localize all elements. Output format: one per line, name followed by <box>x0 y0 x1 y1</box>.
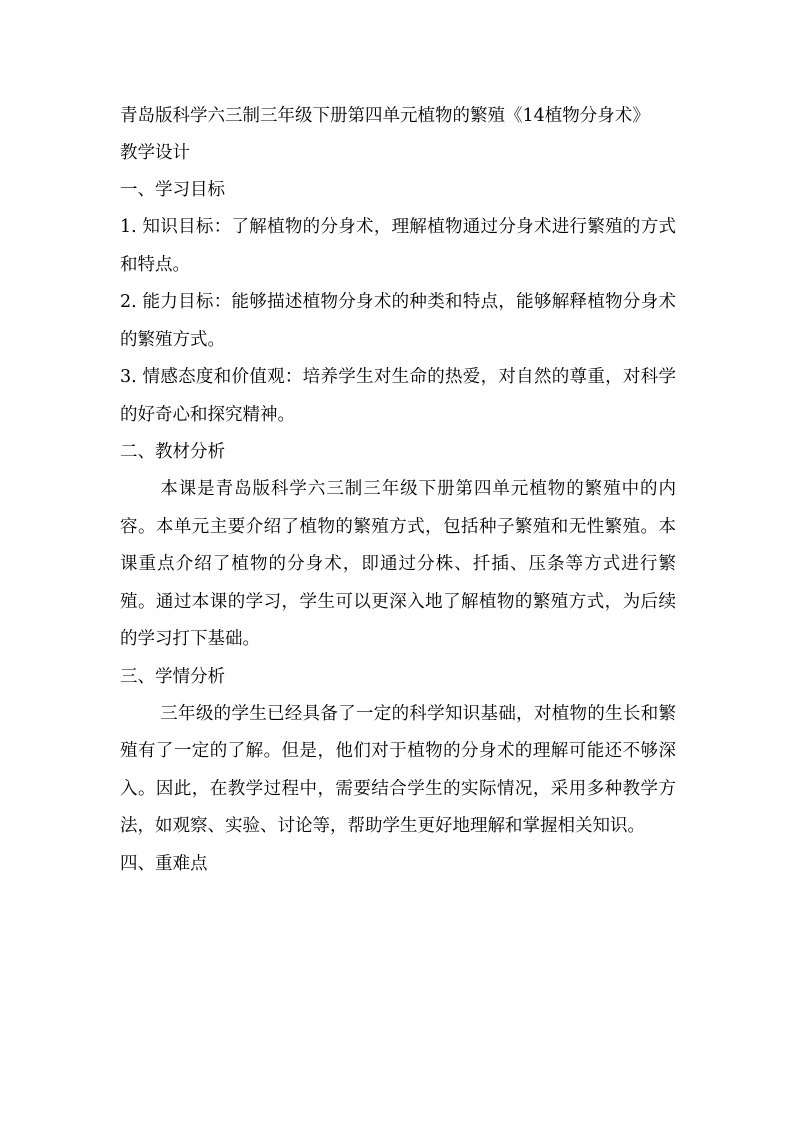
material-analysis-paragraph: 本课是青岛版科学六三制三年级下册第四单元植物的繁殖中的内容。本单元主要介绍了植物的繁殖方式，包括种子繁殖和无性繁殖。本课重点介绍了植物的分身术，即通过分株、扦插、压条等方式进行繁殖。通过本课的学习，学生可以更深入地了解植物的繁殖方式，为后续的学习打下基础。 <box>120 479 676 649</box>
section-heading-key-points: 四、重难点 <box>120 853 208 874</box>
section-heading-student-analysis: 三、学情分析 <box>120 666 225 687</box>
goal-item-knowledge: 1. 知识目标：了解植物的分身术，理解植物通过分身术进行繁殖的方式和特点。 <box>120 217 676 275</box>
document-body <box>120 98 676 883</box>
document-title-line2: 教学设计 <box>120 143 190 163</box>
student-analysis-paragraph: 三年级的学生已经具备了一定的科学知识基础，对植物的生长和繁殖有了一定的了解。但是，他们对于植物的分身术的理解可能还不够深入。因此，在教学过程中，需要结合学生的实际情况，采用多种教学方法，如观察、实验、讨论等，帮助学生更好地理解和掌握相关知识。 <box>120 703 676 836</box>
goal-item-ability: 2. 能力目标：能够描述植物分身术的种类和特点，能够解释植物分身术的繁殖方式。 <box>120 292 676 350</box>
section-heading-material-analysis: 二、教材分析 <box>120 442 225 462</box>
goal-item-emotion: 3. 情感态度和价值观：培养学生对生命的热爱，对自然的尊重，对科学的好奇心和探究精神。 <box>120 367 676 425</box>
document-title-line1: 青岛版科学六三制三年级下册第四单元植物的繁殖《14植物分身术》 <box>120 106 650 126</box>
section-heading-learning-goals: 一、学习目标 <box>120 180 225 200</box>
